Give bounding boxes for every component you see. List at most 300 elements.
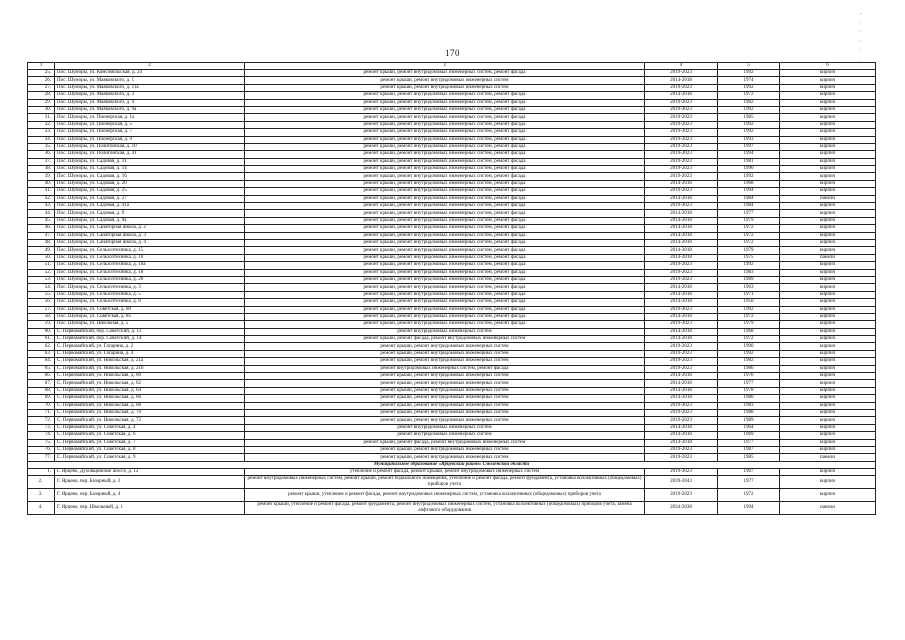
row-number-cell: 4. xyxy=(28,502,55,515)
address-cell: Пос. Шуморы, ул. Санаторная школа, д. 3 xyxy=(55,232,245,239)
address-cell: С. Первомайский, пер. Советский, д. 12 xyxy=(55,328,245,335)
row-number-cell: 73. xyxy=(28,424,55,431)
build-year-cell: 1994 xyxy=(718,151,780,158)
wall-material-cell: кирпич xyxy=(780,84,876,91)
period-cell: 2014-2018 xyxy=(645,232,718,239)
address-cell: Пос. Шуморы, ул. Санаторная школа, д. 4 xyxy=(55,239,245,246)
period-cell: 2019-2023 xyxy=(645,489,718,502)
header-cell: 2 xyxy=(55,63,245,70)
address-cell: Пос. Шуморы, ул. Сельхозтехника, д. 8 xyxy=(55,299,245,306)
build-year-cell: 1968 xyxy=(718,180,780,187)
work-types-cell: ремонт крыши, ремонт внутридомовых инженерных систем xyxy=(245,84,645,91)
wall-material-cell: кирпич xyxy=(780,336,876,343)
address-cell: Пос. Шуморы, ул. Сельхозтехника, д. 18 xyxy=(55,269,245,276)
build-year-cell: 1989 xyxy=(718,417,780,424)
period-cell: 2014-2018 xyxy=(645,77,718,84)
build-year-cell: 1972 xyxy=(718,336,780,343)
table-row xyxy=(28,424,876,431)
build-year-cell: 1992 xyxy=(718,106,780,113)
build-year-cell: 1997 xyxy=(718,143,780,150)
period-cell: 2019-2023 xyxy=(645,151,718,158)
row-number-cell: 44. xyxy=(28,210,55,217)
row-number-cell: 53. xyxy=(28,276,55,283)
page-number: 170 xyxy=(445,48,460,58)
work-types-cell: ремонт крыши, ремонт внутридомовых инженерных систем xyxy=(245,350,645,357)
work-types-cell: ремонт крыши, ремонт внутридомовых инженерных систем, ремонт фасада xyxy=(245,195,645,202)
build-year-cell: 1982 xyxy=(718,99,780,106)
work-types-cell: ремонт крыши, ремонт фасада, ремонт внутридомовых инженерных систем xyxy=(245,336,645,343)
row-number-cell: 52. xyxy=(28,269,55,276)
table-row xyxy=(28,195,876,202)
work-types-cell: ремонт крыши, ремонт фасада, ремонт внутридомовых инженерных систем xyxy=(245,439,645,446)
row-number-cell: 67. xyxy=(28,380,55,387)
row-number-cell: 43. xyxy=(28,203,55,210)
period-cell: 2014-2018 xyxy=(645,387,718,394)
address-cell: Пос. Шуморы, ул. Садовая, д. 27 xyxy=(55,195,245,202)
address-cell: Пос. Шуморы, ул. Сельхозтехника, д. 20 xyxy=(55,276,245,283)
wall-material-cell: кирпич xyxy=(780,99,876,106)
wall-material-cell: кирпич xyxy=(780,299,876,306)
period-cell: 2014-2018 xyxy=(645,291,718,298)
table-row xyxy=(28,395,876,402)
work-types-cell: ремонт крыши, ремонт внутридомовых инженерных систем, ремонт фасада xyxy=(245,129,645,136)
wall-material-cell: панели xyxy=(780,254,876,261)
table-row xyxy=(28,217,876,224)
row-number-cell: 60. xyxy=(28,328,55,335)
table-row xyxy=(28,489,876,502)
wall-material-cell: кирпич xyxy=(780,439,876,446)
header-cell: 4 xyxy=(645,63,718,70)
wall-material-cell: кирпич xyxy=(780,188,876,195)
address-cell: Пос. Шуморы, ул. Маяковского, д. 1 xyxy=(55,77,245,84)
build-year-cell: 1972 xyxy=(718,225,780,232)
build-year-cell: 1972 xyxy=(718,313,780,320)
wall-material-cell: кирпич xyxy=(780,321,876,328)
period-cell: 2019-2023 xyxy=(645,188,718,195)
period-cell: 2019-2023 xyxy=(645,269,718,276)
period-cell: 2019-2023 xyxy=(645,136,718,143)
work-types-cell: ремонт крыши, ремонт внутридомовых инженерных систем, ремонт фасада xyxy=(245,306,645,313)
period-cell: 2014-2018 xyxy=(645,217,718,224)
address-cell: С. Первомайский, ул. Советская, д. 7 xyxy=(55,439,245,446)
build-year-cell: 1977 xyxy=(718,476,780,489)
build-year-cell: 1994 xyxy=(718,188,780,195)
work-types-cell: ремонт крыши, утепление и ремонт фасада, ремонт фундамента, ремонт внутридомовых инженерных систем, установка коллективных (общедомовых) приборов учета, замена лифтового оборудования xyxy=(245,502,645,515)
row-number-cell: 37. xyxy=(28,158,55,165)
period-cell: 2014-2018 xyxy=(645,195,718,202)
wall-material-cell: кирпич xyxy=(780,432,876,439)
build-year-cell: 1979 xyxy=(718,217,780,224)
table-row xyxy=(28,358,876,365)
work-types-cell: ремонт крыши, ремонт внутридомовых инженерных систем, ремонт фасада xyxy=(245,173,645,180)
row-number-cell: 35. xyxy=(28,143,55,150)
wall-material-cell: кирпич xyxy=(780,239,876,246)
row-number-cell: 51. xyxy=(28,262,55,269)
wall-material-cell: кирпич xyxy=(780,417,876,424)
row-number-cell: 3. xyxy=(28,489,55,502)
row-number-cell: 63. xyxy=(28,350,55,357)
table-row xyxy=(28,299,876,306)
period-cell: 2019-2023 xyxy=(645,203,718,210)
work-types-cell: ремонт крыши, ремонт внутридомовых инженерных систем, ремонт фасада xyxy=(245,313,645,320)
row-number-cell: 54. xyxy=(28,284,55,291)
wall-material-cell: кирпич xyxy=(780,291,876,298)
row-number-cell: 56. xyxy=(28,299,55,306)
work-types-cell: ремонт крыши, ремонт внутридомовых инженерных систем, ремонт фасада xyxy=(245,151,645,158)
address-cell: Пос. Шуморы, ул. Садовая, д. 9 xyxy=(55,210,245,217)
work-types-cell: ремонт крыши, ремонт внутридомовых инженерных систем, ремонт фасада xyxy=(245,99,645,106)
wall-material-cell: кирпич xyxy=(780,365,876,372)
period-cell: 2019-2023 xyxy=(645,350,718,357)
row-number-cell: 64. xyxy=(28,358,55,365)
work-types-cell: ремонт крыши, ремонт внутридомовых инженерных систем xyxy=(245,343,645,350)
row-number-cell: 77. xyxy=(28,454,55,461)
work-types-cell: ремонт внутридомовых инженерных систем, ремонт крыши, ремонт подвального помещения, утепление и ремонт фасада, ремонт фундамента, установка коллективных (общедомовых) приборов учета xyxy=(245,476,645,489)
wall-material-cell: кирпич xyxy=(780,217,876,224)
table-row xyxy=(28,276,876,283)
build-year-cell: 1964 xyxy=(718,424,780,431)
build-year-cell: 1992 xyxy=(718,121,780,128)
build-year-cell: 1981 xyxy=(718,158,780,165)
table-row xyxy=(28,114,876,121)
table-row xyxy=(28,151,876,158)
period-cell: 2014-2018 xyxy=(645,313,718,320)
build-year-cell: 1972 xyxy=(718,92,780,99)
row-number-cell: 33. xyxy=(28,129,55,136)
wall-material-cell: кирпич xyxy=(780,262,876,269)
table-row xyxy=(28,173,876,180)
period-cell: 2034-2038 xyxy=(645,502,718,515)
work-types-cell: ремонт крыши, ремонт внутридомовых инженерных систем, ремонт фасада xyxy=(245,158,645,165)
row-number-cell: 68. xyxy=(28,387,55,394)
table-row xyxy=(28,409,876,416)
row-number-cell: 45. xyxy=(28,217,55,224)
period-cell: 2019-2023 xyxy=(645,446,718,453)
address-cell: Пос. Шуморы, ул. Сельхозтехника, д. 3 xyxy=(55,284,245,291)
build-year-cell: 1971 xyxy=(718,291,780,298)
table-row xyxy=(28,284,876,291)
row-number-cell: 57. xyxy=(28,306,55,313)
table-row xyxy=(28,432,876,439)
table-row xyxy=(28,70,876,77)
table-row xyxy=(28,269,876,276)
period-cell: 2014-2018 xyxy=(645,210,718,217)
work-types-cell: ремонт крыши, ремонт внутридомовых инженерных систем, ремонт фасада xyxy=(245,92,645,99)
row-number-cell: 41. xyxy=(28,188,55,195)
address-cell: Пос. Шуморы, ул. Советская, д. 85 xyxy=(55,313,245,320)
work-types-cell: ремонт крыши, ремонт внутридомовых инженерных систем, ремонт фасада xyxy=(245,217,645,224)
work-types-cell: ремонт внутридомовых инженерных систем, ремонт фасада xyxy=(245,365,645,372)
address-cell: Пос. Шуморы, ул. Садовая, д. 11 xyxy=(55,158,245,165)
work-types-cell: ремонт крыши, ремонт внутридомовых инженерных систем, ремонт фасада xyxy=(245,291,645,298)
work-types-cell: ремонт крыши, ремонт внутридомовых инженерных систем, ремонт фасада xyxy=(245,136,645,143)
address-cell: Пос. Шуморы, ул. Сельхозтехника, д. 16а xyxy=(55,262,245,269)
corner-marks: - · · · · · xyxy=(860,12,862,62)
period-cell: 2014-2018 xyxy=(645,225,718,232)
period-cell: 2014-2018 xyxy=(645,395,718,402)
table-row xyxy=(28,313,876,320)
table-row xyxy=(28,387,876,394)
build-year-cell: 1992 xyxy=(718,350,780,357)
build-year-cell: 1974 xyxy=(718,77,780,84)
period-cell: 2019-2023 xyxy=(645,365,718,372)
work-types-cell: ремонт крыши, ремонт внутридомовых инженерных систем, ремонт фасада xyxy=(245,321,645,328)
build-year-cell: 1963 xyxy=(718,284,780,291)
address-cell: С. Первомайский, ул. Гагарина, д. 4 xyxy=(55,350,245,357)
address-cell: С. Первомайский, ул. Никольская, д. 60 xyxy=(55,373,245,380)
period-cell: 2019-2023 xyxy=(645,166,718,173)
table-row xyxy=(28,373,876,380)
table-row xyxy=(28,106,876,113)
row-number-cell: 31. xyxy=(28,114,55,121)
period-cell: 2014-2018 xyxy=(645,239,718,246)
wall-material-cell: кирпич xyxy=(780,343,876,350)
address-cell: С. Первомайский, ул. Никольская, д. 62 xyxy=(55,380,245,387)
build-year-cell: 1980 xyxy=(718,395,780,402)
row-number-cell: 30. xyxy=(28,106,55,113)
wall-material-cell: кирпич xyxy=(780,469,876,476)
row-number-cell: 72. xyxy=(28,417,55,424)
wall-material-cell: кирпич xyxy=(780,210,876,217)
row-number-cell: 76. xyxy=(28,446,55,453)
table-row xyxy=(28,158,876,165)
table-row xyxy=(28,210,876,217)
section-title: Муниципальное образование «Ярцевский район» Смоленской области xyxy=(28,461,876,468)
address-cell: Пос. Шуморы, ул. Маяковского, д. 9 xyxy=(55,99,245,106)
table-row xyxy=(28,321,876,328)
row-number-cell: 62. xyxy=(28,343,55,350)
address-cell: Пос. Шуморы, ул. Полигонская, д. 10 xyxy=(55,143,245,150)
work-types-cell: ремонт крыши, ремонт внутридомовых инженерных систем, ремонт фасада xyxy=(245,299,645,306)
address-cell: Пос. Шуморы, ул. Садовая, д. 20 xyxy=(55,180,245,187)
row-number-cell: 29. xyxy=(28,99,55,106)
build-year-cell: 1990 xyxy=(718,343,780,350)
row-number-cell: 34. xyxy=(28,136,55,143)
period-cell: 2019-2023 xyxy=(645,114,718,121)
address-cell: Пос. Шуморы, ул. Маяковского, д. 9а xyxy=(55,106,245,113)
table-row xyxy=(28,129,876,136)
period-cell: 2019-2023 xyxy=(645,84,718,91)
work-types-cell: ремонт крыши, ремонт внутридомовых инженерных систем, ремонт фасада xyxy=(245,247,645,254)
address-cell: Г. Ярцево, пер. Базарный, д. 3 xyxy=(55,476,245,489)
build-year-cell: 1985 xyxy=(718,454,780,461)
period-cell: 2014-2018 xyxy=(645,254,718,261)
table-row xyxy=(28,380,876,387)
table-row xyxy=(28,99,876,106)
wall-material-cell: кирпич xyxy=(780,313,876,320)
work-types-cell: ремонт крыши, ремонт внутридомовых инженерных систем xyxy=(245,446,645,453)
build-year-cell: 1979 xyxy=(718,321,780,328)
wall-material-cell: кирпич xyxy=(780,180,876,187)
row-number-cell: 2. xyxy=(28,476,55,489)
table-row xyxy=(28,502,876,515)
work-types-cell: ремонт крыши, ремонт внутридомовых инженерных систем, ремонт фасада xyxy=(245,254,645,261)
period-cell: 2019-2023 xyxy=(645,343,718,350)
row-number-cell: 71. xyxy=(28,409,55,416)
wall-material-cell: кирпич xyxy=(780,151,876,158)
row-number-cell: 69. xyxy=(28,395,55,402)
row-number-cell: 70. xyxy=(28,402,55,409)
work-types-cell: ремонт внутридомовых инженерных систем xyxy=(245,432,645,439)
address-cell: Пос. Шуморы, ул. Сельхозтехника, д. 5 xyxy=(55,291,245,298)
build-year-cell: 1992 xyxy=(718,306,780,313)
table-row xyxy=(28,77,876,84)
table-row xyxy=(28,166,876,173)
table-row xyxy=(28,291,876,298)
work-types-cell: ремонт крыши, утепление и ремонт фасада, ремонт внутридомовых инженерных систем, установка коллективных (общедомовых) приборов учета xyxy=(245,489,645,502)
wall-material-cell: кирпич xyxy=(780,306,876,313)
address-cell: Пос. Шуморы, ул. Пионерская, д. 5 xyxy=(55,121,245,128)
row-number-cell: 49. xyxy=(28,247,55,254)
address-cell: Пос. Шуморы, ул. Полигонская, д. 41 xyxy=(55,151,245,158)
address-cell: С. Первомайский, ул. Советская, д. 8 xyxy=(55,446,245,453)
row-number-cell: 47. xyxy=(28,232,55,239)
address-cell: С. Первомайский, ул. Никольская, д. 21а xyxy=(55,358,245,365)
row-number-cell: 28. xyxy=(28,92,55,99)
table-row xyxy=(28,439,876,446)
wall-material-cell: кирпич xyxy=(780,380,876,387)
wall-material-cell: кирпич xyxy=(780,121,876,128)
work-types-cell: ремонт крыши, ремонт внутридомовых инженерных систем, ремонт фасада xyxy=(245,203,645,210)
build-year-cell: 1972 xyxy=(718,489,780,502)
address-cell: Г. Ярцево, пер. Школьный, д. 1 xyxy=(55,502,245,515)
build-year-cell: 1986 xyxy=(718,365,780,372)
address-cell: С. Первомайский, ул. Никольская, д. 70 xyxy=(55,409,245,416)
table-row xyxy=(28,254,876,261)
wall-material-cell: кирпич xyxy=(780,225,876,232)
address-cell: Пос. Шуморы, ул. Маяковского, д. 11а xyxy=(55,84,245,91)
address-cell: Пос. Шуморы, ул. Сельхозтехника, д. 16 xyxy=(55,254,245,261)
period-cell: 2019-2023 xyxy=(645,417,718,424)
table-row xyxy=(28,402,876,409)
address-cell: Пос. Шуморы, ул. Пионерская, д. 7 xyxy=(55,129,245,136)
work-types-cell: ремонт крыши, ремонт внутридомовых инженерных систем, ремонт фасада xyxy=(245,225,645,232)
table-row xyxy=(28,239,876,246)
work-types-cell: ремонт крыши, ремонт внутридомовых инженерных систем, ремонт фасада xyxy=(245,276,645,283)
wall-material-cell: кирпич xyxy=(780,373,876,380)
row-number-cell: 46. xyxy=(28,225,55,232)
wall-material-cell: панели xyxy=(780,502,876,515)
row-number-cell: 58. xyxy=(28,313,55,320)
row-number-cell: 27. xyxy=(28,84,55,91)
address-cell: Пос. Шуморы, ул. Маяковского, д. 3 xyxy=(55,92,245,99)
address-cell: С. Первомайский, ул. Никольская, д. 64 xyxy=(55,387,245,394)
wall-material-cell: кирпич xyxy=(780,70,876,77)
build-year-cell: 1967 xyxy=(718,469,780,476)
build-year-cell: 1985 xyxy=(718,114,780,121)
address-cell: Г. Ярцево, пер. Базарный, д. 4 xyxy=(55,489,245,502)
period-cell: 2019-2023 xyxy=(645,129,718,136)
build-year-cell: 1969 xyxy=(718,432,780,439)
address-cell: Пос. Шуморы, ул. Садовая, д. 9а xyxy=(55,217,245,224)
period-cell: 2019-2023 xyxy=(645,70,718,77)
build-year-cell: 1984 xyxy=(718,203,780,210)
work-types-cell: ремонт крыши, ремонт внутридомовых инженерных систем xyxy=(245,358,645,365)
wall-material-cell: кирпич xyxy=(780,424,876,431)
wall-material-cell: кирпич xyxy=(780,77,876,84)
address-cell: Пос. Шуморы, ул. Сельхозтехника, д. 15 xyxy=(55,247,245,254)
period-cell: 2019-2023 xyxy=(645,121,718,128)
wall-material-cell: кирпич xyxy=(780,143,876,150)
period-cell: 2019-2023 xyxy=(645,358,718,365)
wall-material-cell: кирпич xyxy=(780,166,876,173)
period-cell: 2014-2018 xyxy=(645,439,718,446)
table-row xyxy=(28,203,876,210)
period-cell: 2019-2023 xyxy=(645,402,718,409)
build-year-cell: 1977 xyxy=(718,439,780,446)
row-number-cell: 25. xyxy=(28,70,55,77)
period-cell: 2014-2018 xyxy=(645,247,718,254)
period-cell: 2014-2018 xyxy=(645,432,718,439)
period-cell: 2019-2023 xyxy=(645,409,718,416)
work-types-cell: ремонт крыши, ремонт внутридомовых инженерных систем xyxy=(245,77,645,84)
wall-material-cell: кирпич xyxy=(780,328,876,335)
table-row xyxy=(28,336,876,343)
address-cell: С. Первомайский, ул. Советская, д. 6 xyxy=(55,432,245,439)
period-cell: 2019-2023 xyxy=(645,262,718,269)
work-types-cell: ремонт крыши, ремонт внутридомовых инженерных систем, ремонт фасада xyxy=(245,180,645,187)
build-year-cell: 1989 xyxy=(718,276,780,283)
wall-material-cell: кирпич xyxy=(780,489,876,502)
work-types-cell: ремонт крыши, ремонт внутридомовых инженерных систем, ремонт фасада xyxy=(245,210,645,217)
address-cell: С. Первомайский, ул. Советская, д. 9 xyxy=(55,454,245,461)
header-cell: 5 xyxy=(718,63,780,70)
work-types-cell: ремонт внутридомовых инженерных систем xyxy=(245,424,645,431)
work-types-cell: ремонт крыши, ремонт внутридомовых инженерных систем xyxy=(245,409,645,416)
work-types-cell: ремонт крыши, ремонт внутридомовых инженерных систем, ремонт фасада xyxy=(245,262,645,269)
table-body xyxy=(28,63,876,515)
header-cell: 3 xyxy=(245,63,645,70)
work-types-cell: ремонт крыши, ремонт внутридомовых инженерных систем xyxy=(245,373,645,380)
wall-material-cell: кирпич xyxy=(780,387,876,394)
build-year-cell: 1984 xyxy=(718,195,780,202)
address-cell: С. Первомайский, ул. Никольская, д. 66 xyxy=(55,395,245,402)
table-row xyxy=(28,92,876,99)
period-cell: 2014-2018 xyxy=(645,424,718,431)
wall-material-cell: кирпич xyxy=(780,350,876,357)
wall-material-cell: кирпич xyxy=(780,203,876,210)
build-year-cell: 1972 xyxy=(718,239,780,246)
period-cell: 2019-2023 xyxy=(645,158,718,165)
period-cell: 2019-2023 xyxy=(645,306,718,313)
work-types-cell: ремонт внутридомовых инженерных систем xyxy=(245,328,645,335)
work-types-cell: ремонт крыши, ремонт внутридомовых инженерных систем, ремонт фасада xyxy=(245,188,645,195)
address-cell: Пос. Шуморы, ул. Советская, д. 80 xyxy=(55,306,245,313)
build-year-cell: 1992 xyxy=(718,173,780,180)
wall-material-cell: кирпич xyxy=(780,409,876,416)
row-number-cell: 75. xyxy=(28,439,55,446)
column-number-header xyxy=(28,63,876,70)
table-row xyxy=(28,469,876,476)
build-year-cell: 1992 xyxy=(718,70,780,77)
wall-material-cell: кирпич xyxy=(780,92,876,99)
work-types-cell: ремонт крыши, ремонт внутридомовых инженерных систем, ремонт фасада xyxy=(245,121,645,128)
header-cell: 6 xyxy=(780,63,876,70)
build-year-cell: 1979 xyxy=(718,247,780,254)
period-cell: 2014-2018 xyxy=(645,380,718,387)
table-row xyxy=(28,306,876,313)
build-year-cell: 1992 xyxy=(718,129,780,136)
address-cell: Пос. Шуморы, ул. Школьная, д. 5 xyxy=(55,321,245,328)
address-cell: С. Первомайский, ул. Никольская, д. 68 xyxy=(55,402,245,409)
row-number-cell: 39. xyxy=(28,173,55,180)
table-row xyxy=(28,84,876,91)
build-year-cell: 1982 xyxy=(718,358,780,365)
address-cell: Пос. Шуморы, ул. Пионерская, д. 9 xyxy=(55,136,245,143)
wall-material-cell: кирпич xyxy=(780,446,876,453)
row-number-cell: 59. xyxy=(28,321,55,328)
row-number-cell: 65. xyxy=(28,365,55,372)
